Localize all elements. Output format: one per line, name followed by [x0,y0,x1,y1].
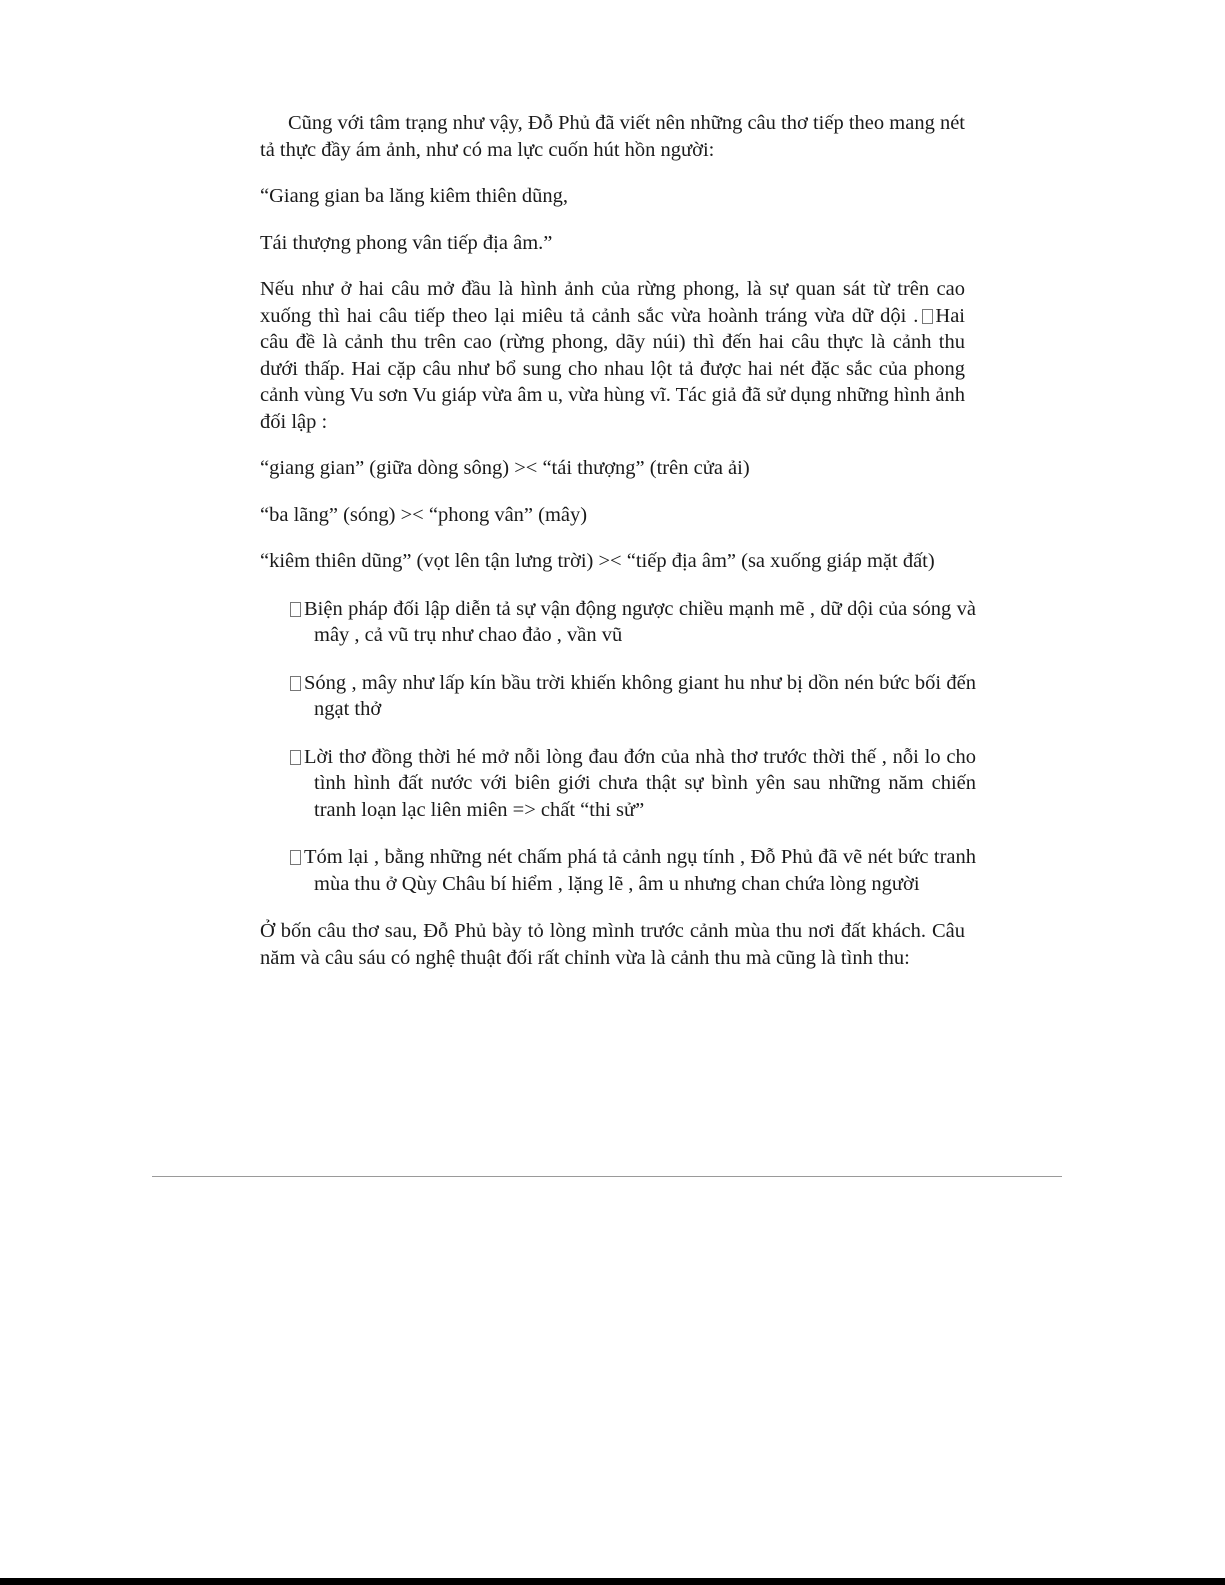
bullet-glyph-icon [290,750,301,765]
bullet-text: Biện pháp đối lập diễn tả sự vận động ngược chiều mạnh mẽ , dữ dội của sóng và mây , cả vũ trụ như chao đảo , vần vũ [304,597,976,646]
bullet-text: Lời thơ đồng thời hé mở nỗi lòng đau đớn của nhà thơ trước thời thế , nỗi lo cho tình hình đất nước với biên giới chưa thật sự bình yên sau những năm chiến tranh loạn lạc liên miên => chất “thi sử” [304,745,976,821]
analysis-text-part2: Hai câu đề là cảnh thu trên cao (rừng phong, dãy núi) thì đến hai câu thực là cảnh thu dưới thấp. Hai cặp câu như bổ sung cho nhau lột tả được hai nét đặc sắc của phong cảnh vùng Vu sơn Vu giáp vừa âm u, vừa hùng vĩ. Tác giả đã sử dụng những hình ảnh đối lập : [260,304,965,433]
footer-divider [152,1176,1062,1177]
bullet-item [290,670,976,723]
bullet-item [290,744,976,824]
bullet-item [290,844,976,897]
analysis-text-part1: Nếu như ở hai câu mở đầu là hình ảnh của rừng phong, là sự quan sát từ trên cao xuống thì hai câu tiếp theo lại miêu tả cảnh sắc vừa hoành tráng vừa dữ dội . [260,278,965,327]
bullet-glyph-icon [290,676,301,691]
page-bottom-edge [0,1578,1225,1585]
page-body [260,110,976,971]
bullet-text: Sóng , mây như lấp kín bầu trời khiến không giant hu như bị dồn nén bức bối đến ngạt thở [304,671,976,720]
bullet-item [290,596,976,649]
missing-glyph-icon [922,309,933,324]
contrast-line-3: “kiêm thiên dũng” (vọt lên tận lưng trời) >< “tiếp địa âm” (sa xuống giáp mặt đất) [260,550,935,572]
bullet-text: Tóm lại , bằng những nét chấm phá tả cảnh ngụ tính , Đỗ Phủ đã vẽ nét bức tranh mùa thu ở Qùy Châu bí hiểm , lặng lẽ , âm u nhưng chan chứa lòng người [304,846,976,895]
verse-line-2: Tái thượng phong vân tiếp địa âm.” [260,231,553,254]
bullet-list [260,596,976,898]
closing-paragraph: Ở bốn câu thơ sau, Đỗ Phủ bày tỏ lòng mình trước cảnh mùa thu nơi đất khách. Câu năm và câu sáu có nghệ thuật đối rất chỉnh vừa là cảnh thu mà cũng là tình thu: [260,920,965,969]
bullet-glyph-icon [290,850,301,865]
contrast-line-2: “ba lãng” (sóng) >< “phong vân” (mây) [260,503,588,526]
intro-paragraph: Cũng với tâm trạng như vậy, Đỗ Phủ đã viết nên những câu thơ tiếp theo mang nét tả thực đầy ám ảnh, như có ma lực cuốn hút hồn người: [260,112,965,161]
verse-line-1: “Giang gian ba lăng kiêm thiên dũng, [260,185,568,207]
analysis-paragraph [260,276,965,435]
bullet-glyph-icon [290,602,301,617]
contrast-line-1: “giang gian” (giữa dòng sông) >< “tái thượng” (trên cửa ải) [260,457,750,479]
